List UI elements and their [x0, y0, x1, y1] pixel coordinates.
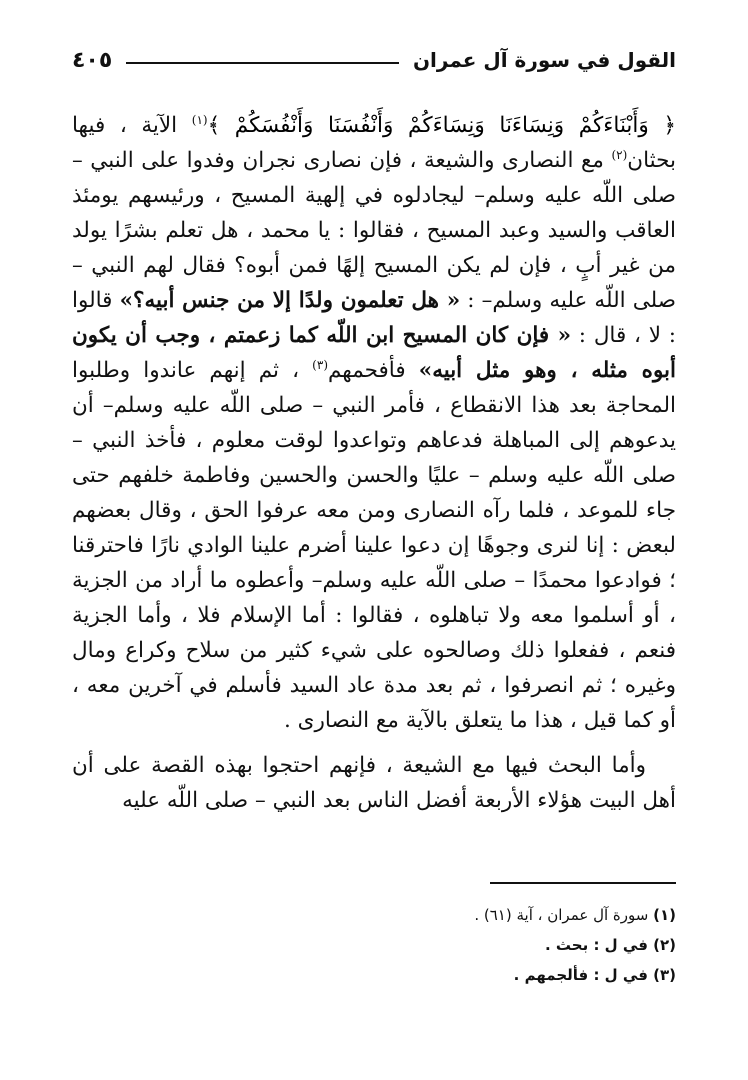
text-run: فأفحمهم [328, 358, 419, 383]
footnote-ref: (٣) [312, 357, 328, 372]
footnote [72, 930, 676, 960]
footnote-ref: (١) [191, 112, 208, 127]
footnote [72, 960, 676, 990]
footnote-number: (٣) في ل : [593, 966, 676, 984]
footnote-number: (٢) في ل : [593, 936, 676, 954]
footnote-text: بحث . [544, 936, 594, 954]
text-run: الآية ، فيها بحثان [72, 113, 676, 173]
hadith-quote: « هل تعلمون ولدًا إلا من جنس أبيه؟» [119, 288, 461, 313]
text-run: مع النصارى والشيعة ، فإن نصارى نجران وفدوا على النبي – صلى اللّه عليه وسلم– ليجادلوه في إلهية المسيح ، ورئيسهم يومئذ العاقب والسيد وعبد المسيح ، فقالوا : يا محمد ، هل تعلم بشرًا يولد من غير أبٍ ، فإن لم يكن المسيح إلهًا فمن أبوه؟ فقال لهم النبي – صلى اللّه عليه وسلم– : [72, 148, 677, 313]
footnote-rule [490, 882, 676, 884]
footnote-ref: (٢) [611, 147, 628, 162]
footnotes [72, 900, 676, 990]
page-number: ٤٠٥ [72, 47, 113, 73]
footnote-number: (١) [653, 906, 676, 924]
running-title: القول في سورة آل عمران [412, 48, 676, 72]
page-header [72, 40, 676, 80]
footnote-text: فألجمهم . [513, 966, 594, 984]
paragraph: وأما البحث فيها مع الشيعة ، فإنهم احتجوا بهذه القصة على أن أهل البيت هؤلاء الأربعة أفضل الناس بعد النبي – صلى اللّه عليه [72, 753, 676, 813]
main-text [72, 108, 676, 818]
footnote [72, 900, 676, 930]
footnote-text: سورة آل عمران ، آية (٦١) . [474, 906, 654, 924]
quran-verse: ﴿ وَأَبْنَاءَكُمْ وَنِسَاءَنَا وَنِسَاءَكُمْ وَأَنْفُسَنَا وَأَنْفُسَكُمْ ﴾ [207, 113, 676, 138]
text-run: قالوا : لا ، قال : [72, 288, 676, 348]
hadith-quote: « فإن كان المسيح ابن اللّه كما زعمتم ، وجب أن يكون أبوه مثله ، وهو مثل أبيه» [72, 323, 677, 383]
paragraph [72, 108, 676, 738]
header-rule [126, 62, 399, 64]
text-run: ، ثم إنهم عاندوا وطلبوا المحاجة بعد هذا الانقطاع ، فأمر النبي – صلى اللّه عليه وسلم– أن يدعوهم إلى المباهلة فدعاهم وتواعدوا لوقت معلوم ، فأخذ النبي – صلى اللّه عليه وسلم – عليًا والحسن والحسين وفاطمة خلفهم حتى جاء للموعد ، فلما رآه النصارى ومن معه عرفوا الحق ، وقال بعضهم لبعض : إنا لنرى وجوهًا إن دعوا علينا أضرم علينا الوادي نارًا فاحترقنا ؛ فوادعوا محمدًا – صلى اللّه عليه وسلم– وأعطوه ما أراد من الجزية ، أو أسلموا معه ولا تباهلوه ، فقالوا : أما الإسلام فلا ، وأما الجزية فنعم ، ففعلوا ذلك وصالحوه على شيء كثير من سلاح وكراع ومال وغيره ؛ ثم انصرفوا ، ثم بعد مدة عاد السيد فأسلم في آخرين معه ، أو كما قيل ، هذا ما يتعلق بالآية مع النصارى . [72, 358, 676, 733]
